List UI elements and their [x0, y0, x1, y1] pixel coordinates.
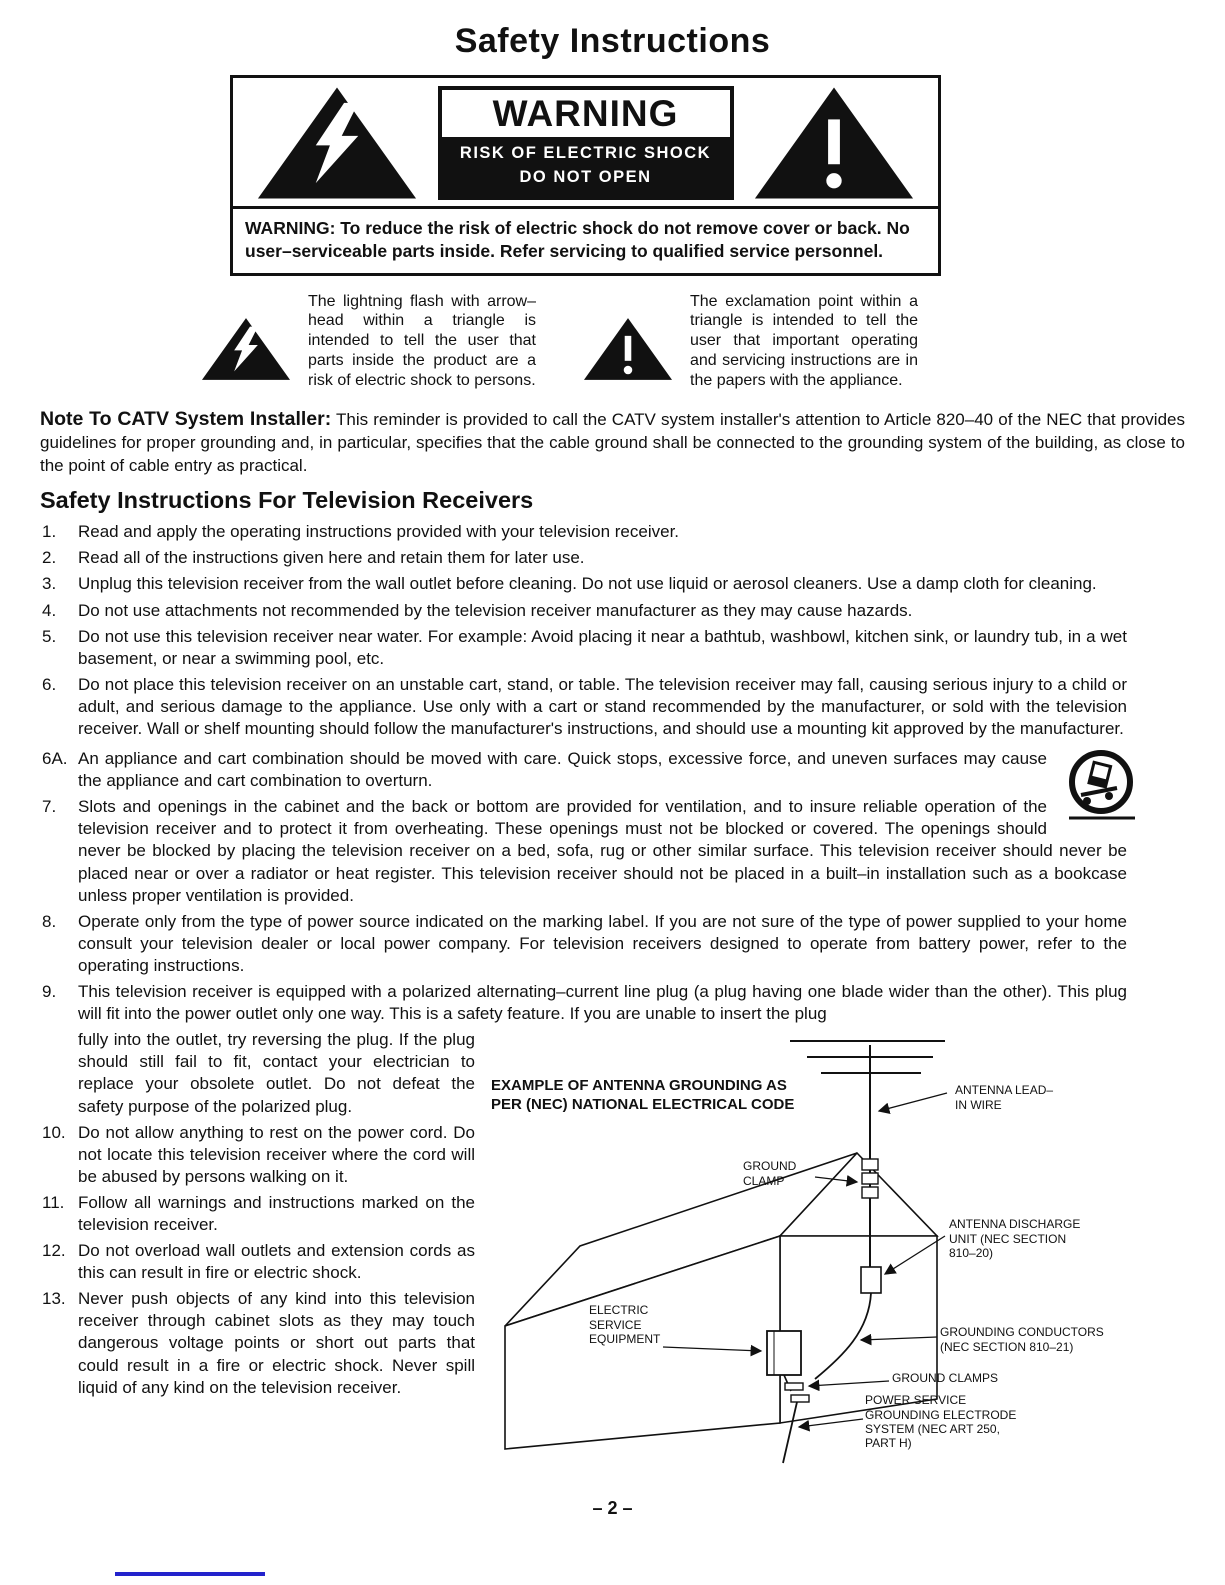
list-item	[40, 600, 1185, 622]
instruction-list	[40, 521, 1185, 1480]
risk-line-1: RISK OF ELECTRIC SHOCK	[459, 144, 712, 163]
catv-note-label: Note To CATV System Installer:	[40, 407, 332, 430]
lightning-triangle-small-icon	[200, 316, 292, 391]
list-item	[40, 547, 1185, 569]
item-number: 5.	[42, 626, 57, 646]
item-text: This television receiver is equipped with a polarized alternating–current line plug (a plug having one blade wider than the other). This plug will fit into the power outlet only one way. This is a safety feature. If you are unable to insert the plug	[78, 982, 1127, 1024]
item-number: 6A.	[42, 749, 68, 769]
item-text: Slots and openings in the cabinet and the back or bottom are provided for ventilation, and to insure reliable operation of the television receiver and to protect it from overheating. These openings must not be blocked or covered. The openings should never be blocked by placing the television receiver on a bed, sofa, rug or other similar surface. This television receiver should never be placed near or over a radiator or heat register. This television receiver should not be placed in a built–in installation such as a bookcase unless proper ventilation is provided.	[78, 797, 1127, 905]
symbol-explanations	[200, 292, 1185, 391]
list-item-continuation	[40, 1029, 1185, 1117]
page-title: Safety Instructions	[454, 22, 771, 60]
item-text: Do not overload wall outlets and extension cords as this can result in fire or electric shock.	[78, 1241, 475, 1283]
list-item	[40, 911, 1185, 977]
label-power-service-grounding: POWER SERVICE GROUNDING ELECTRODE SYSTEM (NEC ART 250, PART H)	[865, 1393, 1017, 1451]
item-text: Never push objects of any kind into this television receiver through cabinet slots as they may touch dangerous voltage points or short out parts that could result in a fire or electric shock. Never spill liquid of any kind on the television receiver.	[78, 1289, 475, 1397]
item-number: 7.	[42, 797, 57, 817]
item-number: 2.	[42, 548, 57, 568]
catv-note-text: This reminder is provided to call the CATV system installer's attention to Article 820–40 of the NEC that provides guidelines for proper grounding and, in particular, specifies that the cable ground shall be connected to the grounding system of the building, as close to the point of cable entry as practical.	[40, 409, 1185, 475]
list-item	[40, 981, 1185, 1025]
item-number: 1.	[42, 522, 57, 542]
item-number: 12.	[42, 1241, 66, 1261]
item-text: An appliance and cart combination should be moved with care. Quick stops, excessive force, and uneven surfaces may cause the appliance and cart combination to overturn.	[78, 749, 1047, 791]
label-grounding-conductors: GROUNDING CONDUCTORS (NEC SECTION 810–21)	[940, 1325, 1104, 1354]
section-heading: Safety Instructions For Television Receivers	[40, 487, 534, 514]
list-item	[40, 626, 1185, 670]
warning-box-top	[233, 78, 938, 206]
label-ground-clamp: GROUND CLAMP	[743, 1159, 797, 1188]
item-text: Do not allow anything to rest on the power cord. Do not locate this television receiver where the cord will be abused by persons walking on it.	[78, 1122, 475, 1186]
list-item	[40, 1288, 1185, 1398]
list-item	[40, 1122, 1185, 1188]
item-text: Read all of the instructions given here and retain them for later use.	[78, 548, 585, 568]
item-number: 10.	[42, 1122, 66, 1142]
exclamation-triangle-small-icon	[582, 316, 674, 391]
risk-line-2: DO NOT OPEN	[519, 167, 652, 186]
item-number: 8.	[42, 911, 57, 931]
label-electric-service-equipment: ELECTRIC SERVICE EQUIPMENT	[589, 1303, 661, 1346]
exclamation-explanation-block	[582, 292, 922, 391]
warning-title: WARNING	[492, 93, 679, 135]
item-number: 6.	[42, 674, 57, 694]
list-item	[40, 1240, 1185, 1284]
item-text: Do not use attachments not recommended by the television receiver manufacturer as they may cause hazards.	[78, 600, 913, 620]
page-number: – 2 –	[592, 1498, 633, 1518]
warning-panel	[438, 86, 734, 199]
catv-note	[40, 407, 1185, 478]
diagram-text-group	[40, 1029, 1185, 1480]
item-number: 11.	[42, 1192, 65, 1212]
lightning-explanation-block	[200, 292, 540, 391]
warning-caption: WARNING: To reduce the risk of electric shock do not remove cover or back. No user–serviceable parts inside. Refer servicing to qualified service personnel.	[233, 206, 938, 273]
diagram-title-line2: PER (NEC) NATIONAL ELECTRICAL CODE	[491, 1095, 795, 1113]
lightning-explanation-text: The lightning flash with arrow–head within a triangle is intended to tell the user that parts inside the product are a risk of electric shock to persons.	[308, 292, 536, 389]
diagram-title-line1: EXAMPLE OF ANTENNA GROUNDING AS	[491, 1077, 787, 1095]
exclamation-explanation-text: The exclamation point within a triangle is intended to tell the user that important operating and servicing instructions are in the papers with the appliance.	[690, 292, 918, 389]
warning-box	[230, 75, 941, 276]
label-antenna-lead-in-wire: ANTENNA LEAD–IN WIRE	[955, 1083, 1054, 1112]
item-text: Follow all warnings and instructions marked on the television receiver.	[78, 1192, 475, 1234]
list-item	[40, 1192, 1185, 1236]
item-text: Do not place this television receiver on an unstable cart, stand, or table. The television receiver may fall, causing serious injury to a child or adult, and serious damage to the appliance. Use only with a cart or stand recommended by the manufacturer, or sold with the television receiver. Wall or shelf mounting should follow the manufacturer's instructions, and should use a mounting kit approved by the manufacturer.	[78, 674, 1127, 738]
item-number: 13.	[42, 1289, 66, 1309]
scan-artifact-blue-line	[115, 1572, 265, 1576]
label-antenna-discharge-unit: ANTENNA DISCHARGE UNIT (NEC SECTION 810–20)	[949, 1217, 1081, 1260]
item-number: 9.	[42, 982, 57, 1002]
cart-caution-group	[40, 748, 1185, 911]
list-item	[40, 796, 1185, 906]
list-item	[40, 573, 1185, 595]
item-text: Read and apply the operating instructions provided with your television receiver.	[78, 522, 680, 542]
item-text: Do not use this television receiver near water. For example: Avoid placing it near a bathtub, washbowl, kitchen sink, or laundry tub, in a wet basement, or near a swimming pool, etc.	[78, 626, 1127, 668]
list-item	[40, 674, 1185, 740]
label-ground-clamps: GROUND CLAMPS	[892, 1371, 999, 1386]
lightning-triangle-icon	[253, 84, 421, 202]
item-text: Operate only from the type of power source indicated on the marking label. If you are not sure of the type of power supplied to your home consult your television dealer or local power company. For television receivers designed to operate from battery power, refer to the operating instructions.	[78, 911, 1127, 975]
item-text: fully into the outlet, try reversing the plug. If the plug should still fail to fit, contact your electrician to replace your obsolete outlet. Do not defeat the safety purpose of the polarized plug.	[78, 1030, 475, 1116]
warning-risk-text	[442, 137, 730, 195]
item-number: 3.	[42, 574, 57, 594]
list-item	[40, 748, 1185, 792]
item-number: 4.	[42, 600, 57, 620]
list-item	[40, 521, 1185, 543]
exclamation-triangle-icon	[750, 84, 918, 202]
item-text: Unplug this television receiver from the wall outlet before cleaning. Do not use liquid or aerosol cleaners. Use a damp cloth for cleaning.	[78, 574, 1097, 594]
